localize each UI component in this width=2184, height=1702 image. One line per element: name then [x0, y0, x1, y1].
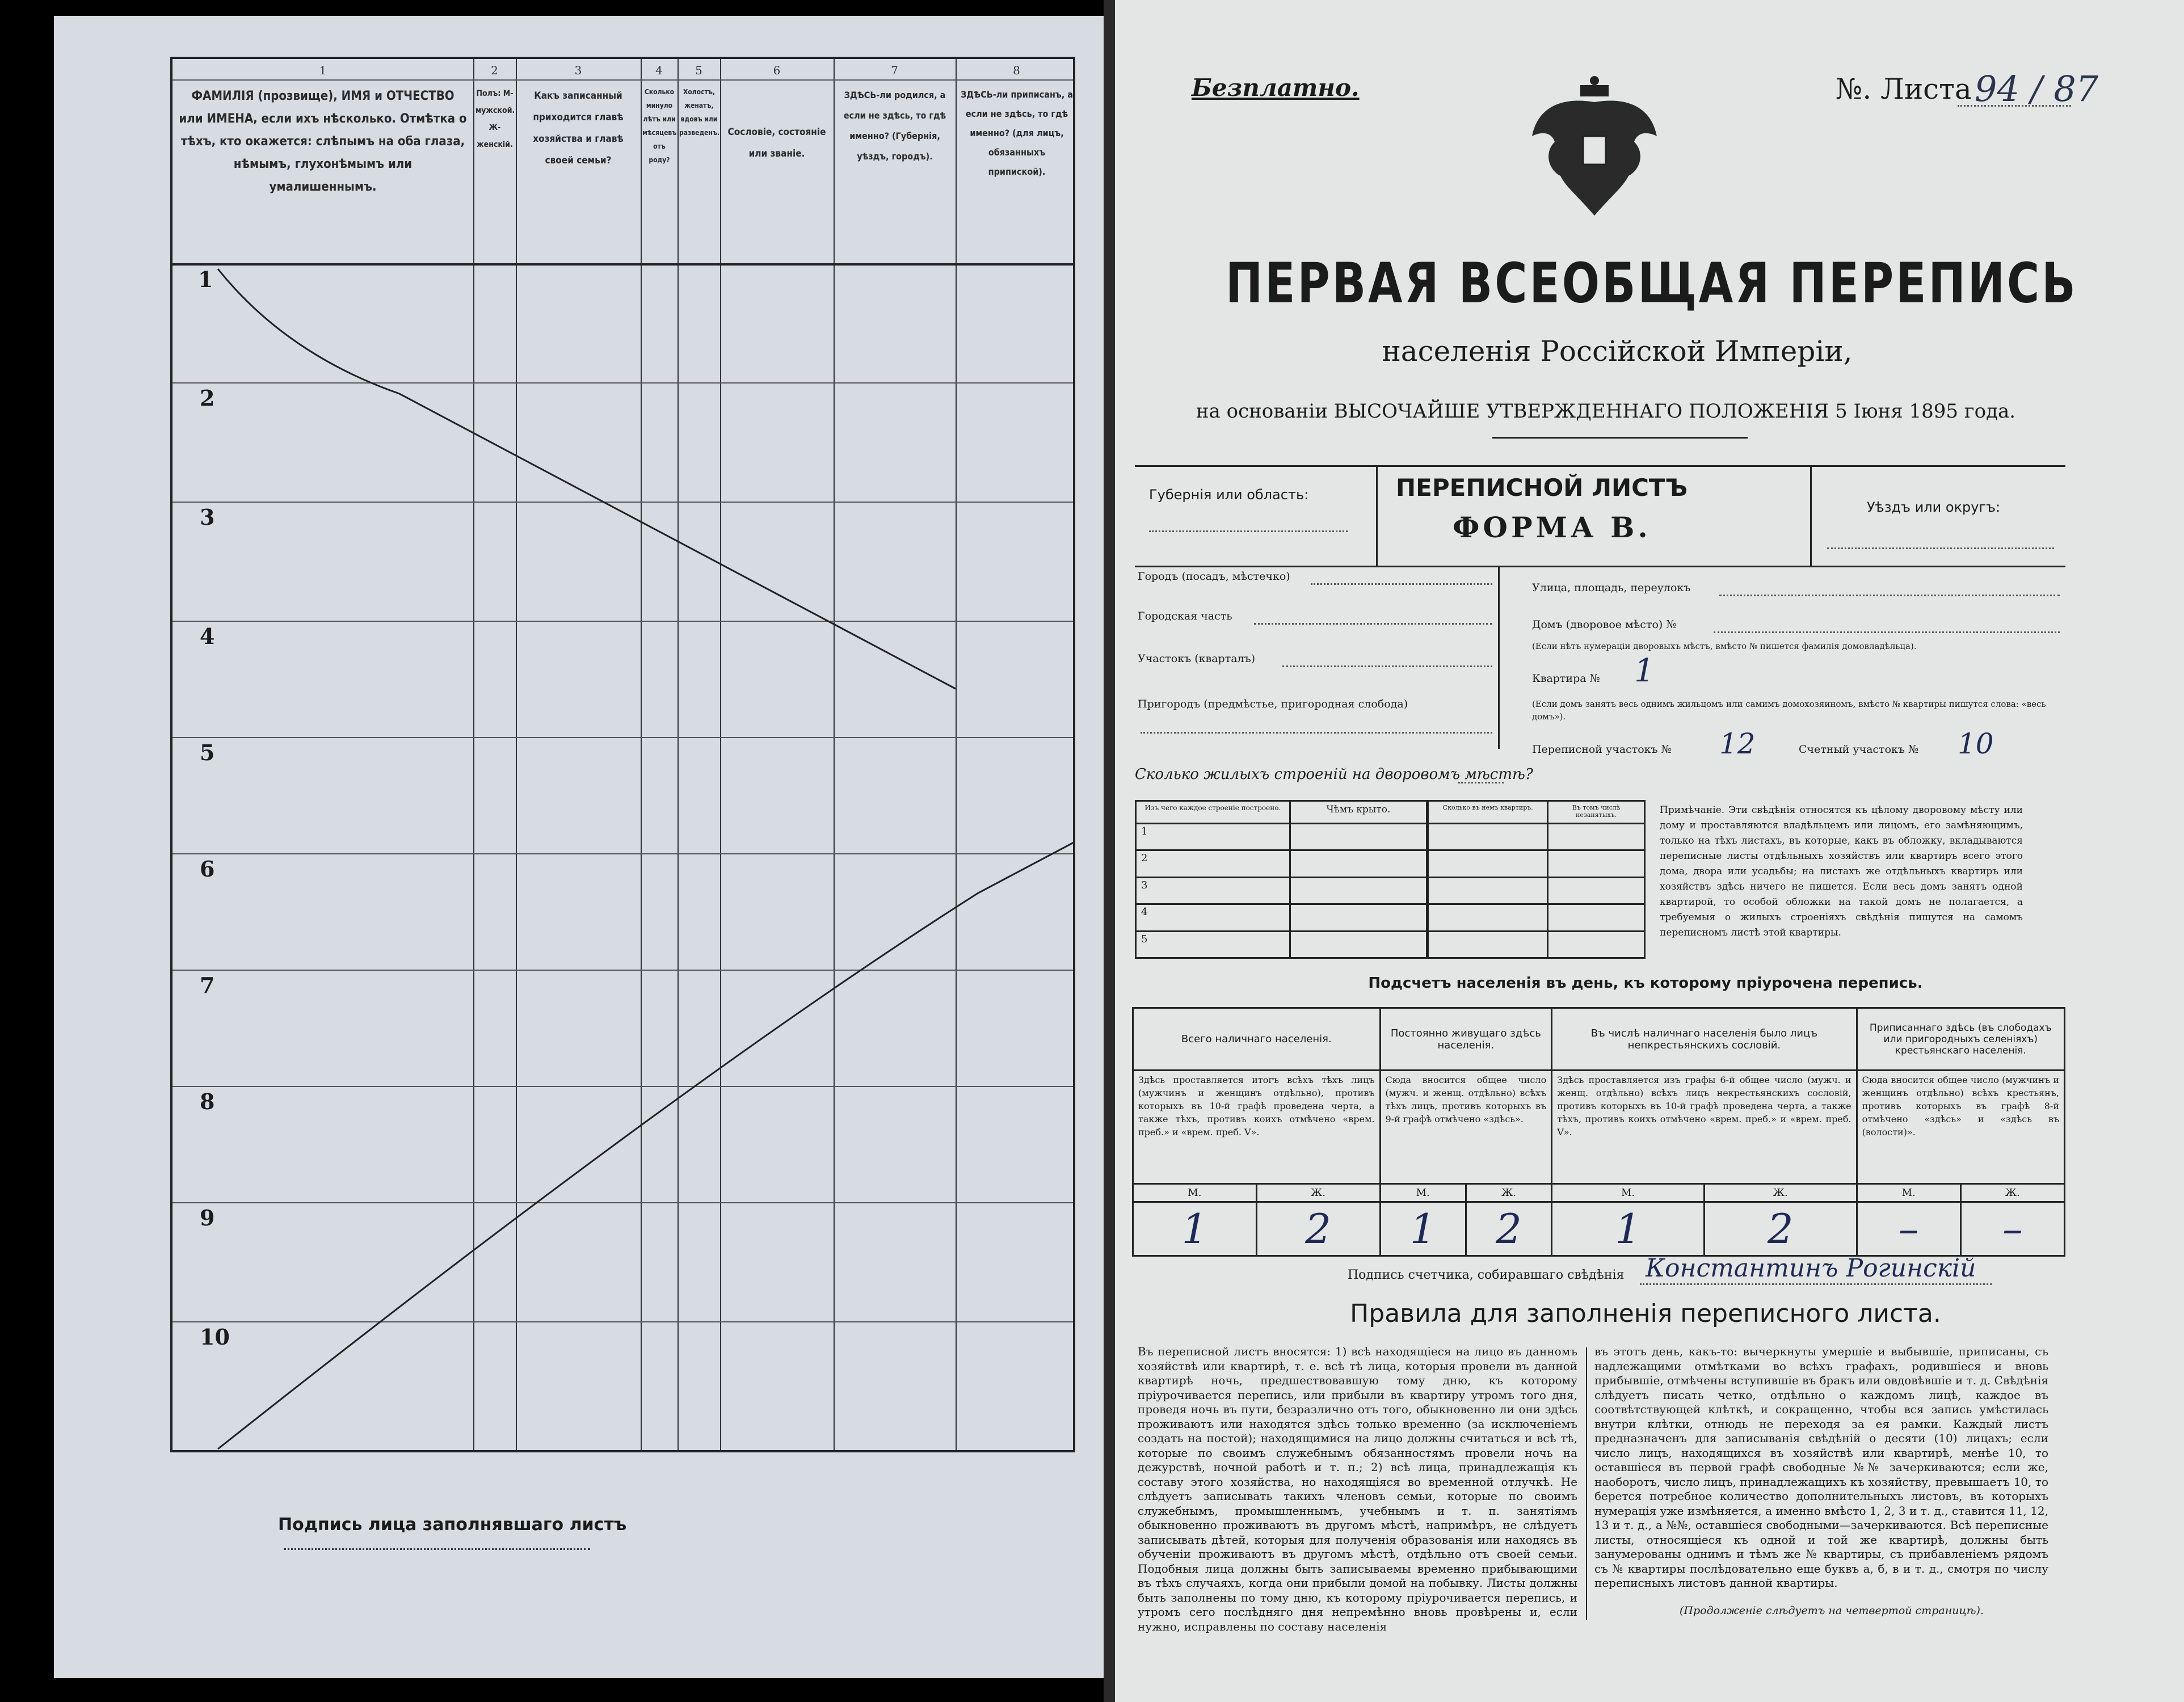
- apt-value: 1: [1634, 652, 1655, 689]
- tally-value: 2: [1466, 1202, 1551, 1256]
- column-number: 2: [491, 64, 498, 77]
- row-number: 5: [200, 740, 215, 765]
- buildings-header: Чѣмъ крыто.: [1290, 801, 1427, 824]
- column-number: 4: [655, 64, 663, 77]
- census-district-value: 12: [1719, 727, 1756, 760]
- enumerator-signature: Константинъ Рогинскій: [1646, 1254, 1976, 1283]
- book-spine: [1104, 0, 1115, 1702]
- rules-title: Правила для заполненія переписного листа.: [1350, 1299, 1941, 1328]
- column-number: 6: [773, 64, 781, 77]
- uezd-label: Уѣздъ или округъ:: [1867, 499, 2001, 515]
- divider: [1810, 465, 1812, 567]
- household-members-table: [170, 57, 1075, 1452]
- header-name: ФАМИЛІЯ (прозвище), ИМЯ и ОТЧЕСТВО или ИМЕНА, если ихъ нѣсколько. Отмѣтка о тѣхъ, кто окажется: слѣпымъ на оба глаза, нѣмымъ, глухонѣмымъ или умалишеннымъ.: [179, 89, 467, 194]
- left-signature-line: [278, 1515, 902, 1554]
- apt-label: Квартира №: [1532, 672, 1600, 685]
- tally-value: –: [1960, 1202, 2064, 1256]
- signature-label: Подпись лица заполнявшаго листъ: [278, 1515, 627, 1535]
- sheet-number-handwritten: 94 / 87: [1975, 68, 2099, 109]
- row-number: 8: [200, 1089, 215, 1114]
- buildings-row-number: 3: [1136, 877, 1290, 904]
- page-subtitle: населенія Россійской Имперіи,: [1382, 335, 1853, 368]
- cross-out-lines: [172, 59, 1078, 1455]
- count-district-value: 10: [1958, 727, 1994, 760]
- tally-value: 2: [1256, 1202, 1380, 1256]
- buildings-row-number: 5: [1136, 931, 1290, 958]
- rules-column-divider: [1586, 1347, 1587, 1620]
- row-number: 7: [200, 972, 215, 998]
- count-district-label: Счетный участокъ №: [1799, 743, 1918, 756]
- tally-value: –: [1857, 1202, 1960, 1256]
- tally-header: Приписаннаго здѣсь (въ слободахъ или пригородныхъ селеніяхъ) крестьянскаго населенія.: [1857, 1008, 2064, 1071]
- tally-value: 1: [1552, 1202, 1705, 1256]
- tally-header: Всего наличнаго населенія.: [1133, 1008, 1381, 1071]
- header-estate: Сословіе, состояніе или званіе.: [727, 127, 826, 159]
- buildings-header: Изъ чего каждое строеніе построено.: [1136, 801, 1290, 824]
- row-number: 1: [198, 267, 213, 292]
- header-age: Сколько минуло лѣтъ или мѣсяцевъ отъ роду?: [642, 88, 677, 164]
- tally-description: Здѣсь проставляется изъ графы 6-й общее число (мужч. и женщ. отдѣльно) всѣхъ лицъ некрестьянскихъ сословій, противъ которыхъ въ 10-й графѣ проведена черта, а также тѣхъ, противъ коихъ отмѣчено «врем. преб.» и «врем. преб. V».: [1552, 1071, 1857, 1184]
- district-label: Участокъ (кварталъ): [1138, 652, 1256, 665]
- buildings-header: Въ томъ числѣ незанятыхъ.: [1548, 801, 1645, 824]
- tally-header: Въ числѣ наличнаго населенія было лицъ непкрестьянскихъ сословій.: [1552, 1008, 1857, 1071]
- double-headed-eagle-emblem: [1526, 74, 1663, 221]
- house-label: Домъ (дворовое мѣсто) №: [1532, 618, 1677, 631]
- tally-sex-label: Ж.: [1960, 1184, 2064, 1202]
- cross-out-line: [218, 842, 1075, 1449]
- sheet-number-label: №. Листа: [1836, 73, 1972, 106]
- buildings-row-number: 2: [1136, 850, 1290, 877]
- tally-value: 1: [1380, 1202, 1466, 1256]
- free-label: Безплатно.: [1192, 74, 1360, 102]
- street-label: Улица, площадь, переулокъ: [1532, 582, 1691, 594]
- divider: [1492, 437, 1748, 439]
- tally-sex-label: М.: [1857, 1184, 1960, 1202]
- buildings-question: Сколько жилыхъ строеній на дворовомъ мѣстѣ?: [1135, 766, 1533, 783]
- decree-line: на основаніи ВЫСОЧАЙШЕ УТВЕРЖДЕННАГО ПОЛОЖЕНІЯ 5 Іюня 1895 года.: [1196, 400, 2016, 423]
- column-number: 5: [695, 64, 702, 77]
- row-number: 9: [200, 1205, 215, 1231]
- divider: [1498, 567, 1500, 749]
- column-number: 3: [574, 64, 582, 77]
- house-note: (Если нѣтъ нумераціи дворовыхъ мѣстъ, вмѣсто № пишется фамилія домовладѣльца).: [1532, 641, 1917, 651]
- buildings-row-number: 1: [1136, 824, 1290, 850]
- buildings-row-number: 4: [1136, 904, 1290, 931]
- enumerator-label: Подпись счетчика, собиравшаго свѣдѣнія: [1348, 1268, 1625, 1282]
- tally-description: Сюда вносится общее число (мужч. и женщ. отдѣльно) всѣхъ тѣхъ лицъ, противъ которыхъ въ 9-й графѣ отмѣчено «здѣсь».: [1380, 1071, 1552, 1184]
- column-number: 1: [319, 64, 327, 77]
- divider: [1376, 465, 1378, 567]
- uezd-line: [1827, 547, 2054, 549]
- rules-text-right: въ этотъ день, какъ-то: вычеркнуты умершіе и выбывшіе, приписаны, съ надлежащими отмѣтками во всѣхъ графахъ, родившіеся и вновь прибывшіе, отмѣчены вступившіе въ бракъ или овдовѣвшіе и т. д. Свѣдѣнія слѣдуетъ писать четко, отдѣльно о каждомъ лицѣ, каждое въ соотвѣтствующей клѣткѣ, и сокращенно, чтобы вся запись умѣстилась внутри клѣтки, отнюдь не переходя за ея рамки. Каждый листъ предназначенъ для записыванія свѣдѣній о десяти (10) лицахъ; если число лицъ, находящихся въ хозяйствѣ или квартирѣ, менѣе 10, то оставшіеся въ первой графѣ свободные №№ зачеркиваются; если же, наоборотъ, число лицъ, принадлежащихъ къ хозяйству, превышаетъ 10, то берется потребное количество дополнительныхъ листовъ, въ которыхъ нумерація уже измѣняется, а именно вмѣсто 1, 2, 3 и т. д., ставится 11, 12, 13 и т. д., а №№, оставшіеся свободными—зачеркиваются. Всѣ переписные листы, относящіеся къ одной и той же квартирѣ, должны быть занумерованы однимъ и тѣмъ же № квартиры, съ прибавленіемъ рядомъ съ № квартиры послѣдовательно еще буквъ а, б, в и т. д., смотря по числу переписныхъ листовъ данной квартиры.: [1594, 1345, 2048, 1590]
- buildings-note: Примѣчаніе. Эти свѣдѣнія относятся къ цѣлому дворовому мѣсту или дому и проставляются владѣльцемъ или лицомъ, его замѣняющимъ, только на тѣхъ листахъ, въ которые, какъ въ обложку, вкладываются переписные листы отдѣльныхъ хозяйствъ или квартиръ всего этого дома, двора или усадьбы; на листахъ же отдѣльныхъ квартиръ или хозяйствъ здѣсь ничего не пишется. Если весь домъ занятъ одной квартирой, то особой обложки на такой домъ не полагается, а требуемыя о жилыхъ строеніяхъ свѣдѣнія пишутся на самомъ переписномъ листѣ этой квартиры.: [1660, 804, 2023, 938]
- city-part-label: Городская часть: [1138, 610, 1232, 622]
- form-letter: ФОРМА В.: [1453, 511, 1651, 544]
- tally-sex-label: М.: [1380, 1184, 1466, 1202]
- tally-sex-label: Ж.: [1256, 1184, 1380, 1202]
- tally-table: [1132, 1007, 2065, 1257]
- tally-title: Подсчетъ населенія въ день, къ которому пріурочена перепись.: [1368, 975, 1923, 992]
- tally-value: 1: [1133, 1202, 1257, 1256]
- header-registered: ЗДѢСЬ-ли приписанъ, а если не здѣсь, то гдѣ именно? (для лицъ, обязанныхъ припиской).: [961, 89, 1073, 177]
- column-number: 7: [891, 64, 898, 77]
- tally-sex-label: Ж.: [1704, 1184, 1857, 1202]
- row-number: 3: [200, 504, 215, 530]
- header-sex: Полъ: М-мужской. Ж-женскій.: [475, 89, 515, 149]
- tally-sex-label: М.: [1552, 1184, 1705, 1202]
- page-title: ПЕРВАЯ ВСЕОБЩАЯ ПЕРЕПИСЬ: [1226, 251, 2078, 316]
- header-relation: Какъ записанный приходится главѣ хозяйства и главѣ своей семьи?: [533, 90, 624, 166]
- row-number: 10: [200, 1324, 230, 1350]
- census-district-label: Переписной участокъ №: [1532, 743, 1672, 756]
- buildings-table: [1135, 800, 1646, 959]
- row-number: 4: [200, 623, 215, 649]
- suburb-label: Пригородъ (предмѣстье, пригородная слобода): [1138, 698, 1408, 710]
- header-birthplace: ЗДѢСЬ-ли родился, а если не здѣсь, то гдѣ именно? (Губернія, уѣздъ, городъ).: [843, 90, 946, 162]
- tally-sex-label: Ж.: [1466, 1184, 1551, 1202]
- row-number: 2: [200, 385, 215, 411]
- signature-dots: [284, 1548, 590, 1550]
- gubernia-label: Губернія или область:: [1149, 487, 1309, 503]
- city-label: Городъ (посадъ, мѣстечко): [1138, 570, 1290, 583]
- cross-out-line: [218, 269, 956, 689]
- row-number: 6: [200, 856, 215, 882]
- tally-header: Постоянно живущаго здѣсь населенія.: [1380, 1008, 1552, 1071]
- buildings-header: Сколько въ немъ квартиръ.: [1428, 801, 1548, 824]
- rules-continued: (Продолженіе слѣдуетъ на четвертой страницѣ).: [1680, 1604, 1984, 1617]
- gubernia-line: [1149, 530, 1348, 532]
- rules-text-left: Въ переписной листъ вносятся: 1) всѣ находящіеся на лицо въ данномъ хозяйствѣ или квартирѣ, т. е. всѣ тѣ лица, которыя провели въ данной квартирѣ ночь, предшествовавшую тому дню, къ которому пріурочивается перепись, или прибыли въ квартиру утромъ того дня, проведя ночь въ пути, безразлично отъ того, обыкновенно ли они здѣсь проживаютъ или находятся здѣсь только временно (за исключеніемъ создать на постой); находящимися на лицо должны считаться и всѣ тѣ, которые по своимъ служебнымъ обязанностямъ провели ночь на дежурствѣ, ночной работѣ и т. п.; 2) всѣ лица, принадлежащія къ составу этого хозяйства, но находящіяся во временной отлучкѣ. Не слѣдуетъ записывать такихъ членовъ семьи, которые по своимъ служебнымъ, промышленнымъ, учебнымъ и т. п. занятіямъ обыкновенно проживаютъ въ другомъ мѣстѣ, напримѣръ, не слѣдуетъ записывать дѣтей, которыя для полученія образованія или находясь въ обученіи проживаютъ въ другомъ мѣстѣ, отдѣльно отъ своей семьи. Подобныя лица должны быть записываемы временно прибывающими въ тѣхъ случаяхъ, когда они прибыли домой на побывку. Листы должны быть заполнены по тому дню, къ которому пріурочивается перепись, и утромъ сего послѣдняго дня непремѣнно вновь провѣрены и, если нужно, исправлены по составу населенія: [1138, 1345, 1577, 1633]
- header-marital: Холостъ, женатъ, вдовъ или разведенъ.: [679, 88, 720, 137]
- tally-description: Сюда вносится общее число (мужчинъ и женщинъ отдѣльно) всѣхъ крестьянъ, противъ которыхъ въ графѣ 8-й отмѣчено «здѣсь» и «здѣсь въ (волости)».: [1857, 1071, 2064, 1184]
- tally-sex-label: М.: [1133, 1184, 1257, 1202]
- tally-value: 2: [1704, 1202, 1857, 1256]
- form-title: ПЕРЕПИСНОЙ ЛИСТЪ: [1396, 474, 1688, 502]
- tally-description: Здѣсь проставляется итогъ всѣхъ тѣхъ лицъ (мужчинъ и женщинъ отдѣльно), противъ которыхъ въ 10-й графѣ проведена черта, а также тѣхъ, противъ коихъ отмѣчено «врем. преб.» и «врем. преб. V».: [1133, 1071, 1381, 1184]
- apt-note: (Если домъ занятъ весь однимъ жильцомъ или самимъ домохозяиномъ, вмѣсто № квартиры пишутся слова: «весь домъ»).: [1532, 699, 2046, 722]
- column-number: 8: [1013, 64, 1020, 77]
